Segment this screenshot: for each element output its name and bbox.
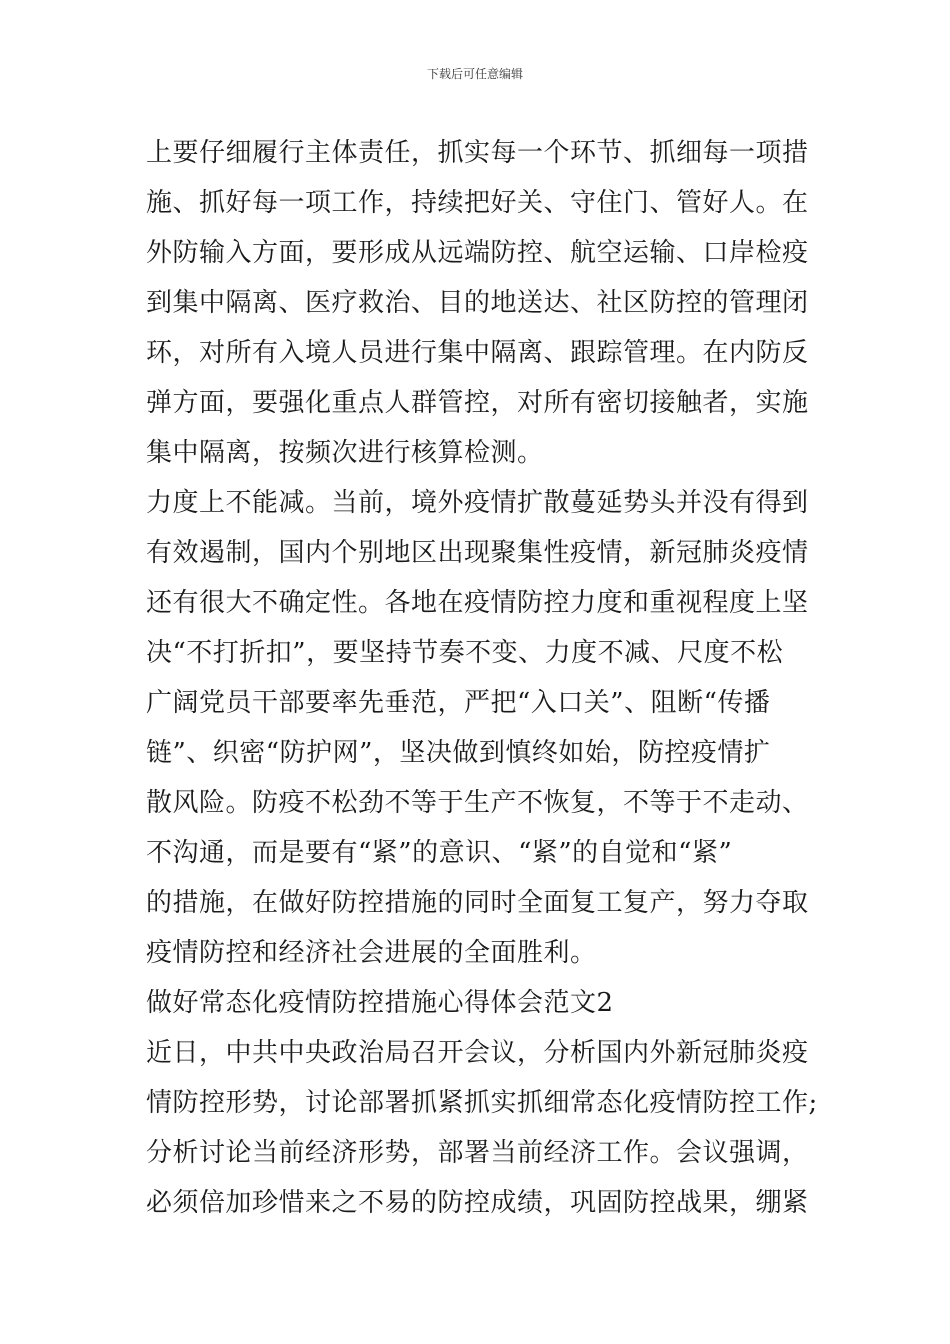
- text-line: 还有很大不确定性。各地在疫情防控力度和重视程度上坚: [146, 588, 809, 618]
- page-header: 下载后可任意编辑: [426, 67, 523, 81]
- text-line: 近日，中共中央政治局召开会议，分析国内外新冠肺炎疫: [146, 1038, 809, 1068]
- text-line: 不沟通，而是要有“紧”的意识、“紧”的自觉和“紧”: [146, 838, 733, 868]
- text-line: 上要仔细履行主体责任，抓实每一个环节、抓细每一项措: [146, 138, 809, 168]
- text-line: 广阔党员干部要率先垂范，严把“入口关”、阻断“传播: [146, 688, 771, 718]
- text-line: 到集中隔离、医疗救治、目的地送达、社区防控的管理闭: [146, 288, 809, 318]
- text-line: 链”、织密“防护网”，坚决做到慎终如始，防控疫情扩: [146, 738, 771, 768]
- text-line: 环，对所有入境人员进行集中隔离、跟踪管理。在内防反: [146, 338, 809, 368]
- text-line: 散风险。防疫不松劲不等于生产不恢复，不等于不走动、: [146, 788, 809, 818]
- document-body: [146, 128, 816, 1228]
- text-line: 有效遏制，国内个别地区出现聚集性疫情，新冠肺炎疫情: [146, 538, 809, 568]
- text-line: 分析讨论当前经济形势，部署当前经济工作。会议强调，: [146, 1138, 809, 1168]
- text-line: 情防控形势，讨论部署抓紧抓实抓细常态化疫情防控工作;: [146, 1088, 818, 1118]
- text-line: 集中隔离，按频次进行核算检测。: [146, 438, 544, 468]
- text-line: 疫情防控和经济社会进展的全面胜利。: [146, 938, 597, 968]
- text-line: 外防输入方面，要形成从远端防控、航空运输、口岸检疫: [146, 238, 809, 268]
- text-line: 弹方面，要强化重点人群管控，对所有密切接触者，实施: [146, 388, 809, 418]
- text-line: 决“不打折扣”，要坚持节奏不变、力度不减、尺度不松: [146, 638, 784, 668]
- section-heading: 做好常态化疫情防控措施心得体会范文2: [146, 988, 614, 1018]
- text-line: 必须倍加珍惜来之不易的防控成绩，巩固防控战果，绷紧: [146, 1188, 809, 1218]
- text-line: 施、抓好每一项工作，持续把好关、守住门、管好人。在: [146, 188, 809, 218]
- text-line: 力度上不能减。当前，境外疫情扩散蔓延势头并没有得到: [146, 488, 809, 518]
- text-line: 的措施，在做好防控措施的同时全面复工复产，努力夺取: [146, 888, 809, 918]
